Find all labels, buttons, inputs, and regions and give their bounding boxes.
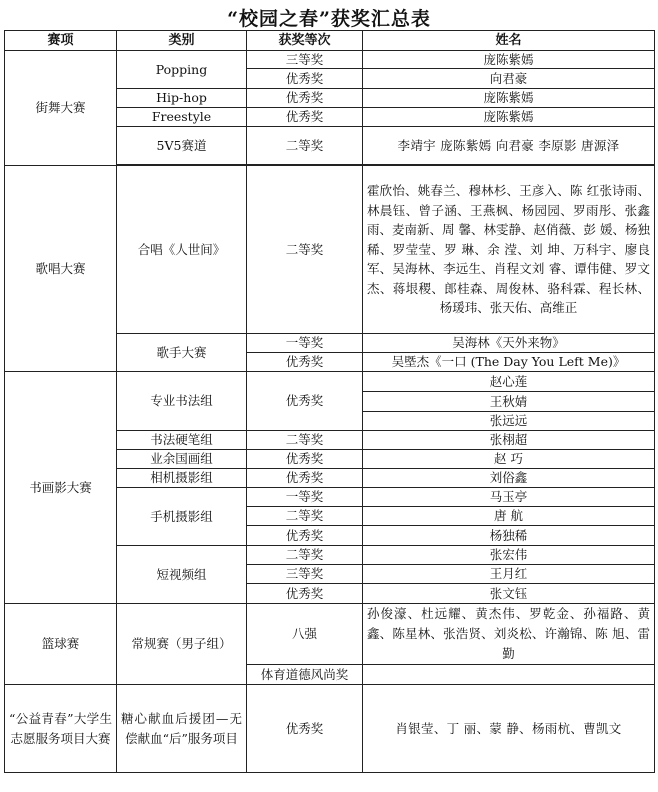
name-cell: 马玉亭 bbox=[363, 488, 655, 507]
event-street-dance: 街舞大赛 bbox=[5, 51, 117, 166]
category-chorus: 合唱《人世间》 bbox=[117, 166, 247, 334]
category-freestyle: Freestyle bbox=[117, 108, 247, 127]
header-name: 姓名 bbox=[363, 31, 655, 51]
header-row bbox=[5, 31, 655, 51]
award-cell: 一等奖 bbox=[247, 488, 363, 507]
award-cell-sportsmanship: 体育道德风尚奖 bbox=[247, 665, 363, 685]
header-award: 获奖等次 bbox=[247, 31, 363, 51]
award-cell: 优秀奖 bbox=[247, 469, 363, 488]
name-cell: 赵心莲 bbox=[363, 372, 655, 392]
name-cell: 李靖宇 庞陈紫嫣 向君豪 李原影 唐源泽 bbox=[363, 127, 655, 165]
table-row bbox=[5, 51, 655, 69]
name-cell: 王月红 bbox=[363, 565, 655, 584]
award-cell: 二等奖 bbox=[247, 166, 363, 334]
name-cell: 张栩超 bbox=[363, 431, 655, 450]
award-cell: 优秀奖 bbox=[247, 372, 363, 431]
name-cell: 张文钰 bbox=[363, 584, 655, 604]
category-5v5: 5V5赛道 bbox=[117, 127, 247, 165]
name-cell: 向君豪 bbox=[363, 69, 655, 89]
name-cell-volunteer: 肖银莹、丁 丽、蒙 静、杨雨杭、曹凯文 bbox=[363, 685, 655, 773]
award-cell: 三等奖 bbox=[247, 565, 363, 584]
name-cell: 庞陈紫嫣 bbox=[363, 108, 655, 127]
name-cell: 赵 巧 bbox=[363, 450, 655, 469]
award-cell: 优秀奖 bbox=[247, 584, 363, 604]
name-cell bbox=[363, 665, 655, 685]
award-cell: 优秀奖 bbox=[247, 353, 363, 372]
awards-table bbox=[4, 30, 655, 773]
table-row bbox=[5, 166, 655, 334]
category-popping: Popping bbox=[117, 51, 247, 89]
award-cell: 优秀奖 bbox=[247, 108, 363, 127]
event-singing: 歌唱大赛 bbox=[5, 166, 117, 372]
table-row bbox=[5, 372, 655, 392]
award-cell: 优秀奖 bbox=[247, 685, 363, 773]
name-cell: 杨独稀 bbox=[363, 526, 655, 546]
name-cell: 张宏伟 bbox=[363, 546, 655, 565]
header-event: 赛项 bbox=[5, 31, 117, 51]
category-hiphop: Hip-hop bbox=[117, 89, 247, 108]
name-cell: 王秋婧 bbox=[363, 392, 655, 412]
category-camera: 相机摄影组 bbox=[117, 469, 247, 488]
award-cell: 二等奖 bbox=[247, 431, 363, 450]
name-cell: 张远远 bbox=[363, 412, 655, 431]
table-row bbox=[5, 685, 655, 773]
award-cell: 优秀奖 bbox=[247, 526, 363, 546]
award-cell: 三等奖 bbox=[247, 51, 363, 69]
event-calligraphy: 书画影大赛 bbox=[5, 372, 117, 604]
award-cell: 二等奖 bbox=[247, 546, 363, 565]
event-basketball: 篮球赛 bbox=[5, 604, 117, 685]
name-cell: 刘俗鑫 bbox=[363, 469, 655, 488]
category-hard-pen: 书法硬笔组 bbox=[117, 431, 247, 450]
name-cell-chorus: 霍欣怡、姚春兰、穆林杉、王彦入、陈 红张诗雨、林晨钰、曾子涵、王燕枫、杨园园、罗雨彤、张鑫雨、麦南新、周 馨、林雯静、赵俏薇、彭 媛、杨独稀、罗莹莹、罗 琳、余 滢、刘 坤、万科宇、廖良军、吴海林、李远生、肖程文刘 睿、谭伟健、罗文杰、蒋垠稷、郎桂森、周俊林、骆科霖、程长林、杨瑗玮、张天佑、高维正 bbox=[363, 166, 655, 334]
name-cell: 吴塈杰《一口 (The Day You Left Me)》 bbox=[363, 353, 655, 372]
category-pro-calligraphy: 专业书法组 bbox=[117, 372, 247, 431]
name-cell: 吴海林《天外来物》 bbox=[363, 334, 655, 353]
award-cell: 二等奖 bbox=[247, 127, 363, 165]
page-title: “校园之春”获奖汇总表 bbox=[227, 8, 431, 30]
event-volunteer: “公益青春”大学生志愿服务项目大赛 bbox=[5, 685, 117, 773]
award-cell: 一等奖 bbox=[247, 334, 363, 353]
table-row bbox=[5, 604, 655, 665]
award-cell: 优秀奖 bbox=[247, 89, 363, 108]
name-cell: 庞陈紫嫣 bbox=[363, 51, 655, 69]
award-cell: 八强 bbox=[247, 604, 363, 665]
award-cell: 二等奖 bbox=[247, 507, 363, 526]
category-short-video: 短视频组 bbox=[117, 546, 247, 604]
award-cell: 优秀奖 bbox=[247, 69, 363, 89]
header-category: 类别 bbox=[117, 31, 247, 51]
name-cell-basketball: 孙俊濠、杜远耀、黄杰伟、罗乾金、孙福路、黄 鑫、陈星林、张浩贤、刘炎松、许瀚锦、陈 旭、雷 勤 bbox=[363, 604, 655, 665]
category-volunteer: 糖心献血后援团—无偿献血“后”服务项目 bbox=[117, 685, 247, 773]
category-singer: 歌手大赛 bbox=[117, 334, 247, 372]
award-cell: 优秀奖 bbox=[247, 450, 363, 469]
category-amateur-painting: 业余国画组 bbox=[117, 450, 247, 469]
name-cell: 唐 航 bbox=[363, 507, 655, 526]
category-phone: 手机摄影组 bbox=[117, 488, 247, 546]
category-basketball: 常规赛（男子组） bbox=[117, 604, 247, 685]
name-cell: 庞陈紫嫣 bbox=[363, 89, 655, 108]
